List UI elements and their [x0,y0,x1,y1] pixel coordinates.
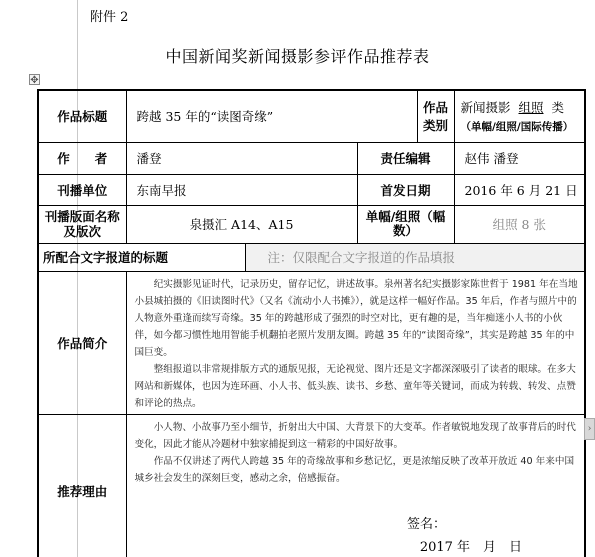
move-icon[interactable]: ✥ [30,75,39,86]
reason-cell[interactable] [126,414,585,557]
editor-value[interactable]: 赵伟 潘登 [454,142,585,174]
row-related-report [38,243,585,271]
page-name-value[interactable]: 泉摄汇 A14、A15 [126,205,357,243]
recommendation-form-table [37,89,586,557]
attachment-label: 附件 2 [90,10,129,25]
work-title-label: 作品标题 [38,90,126,142]
category-value: 组照 [518,100,544,116]
editor-label: 责任编辑 [357,142,454,174]
reason-label: 推荐理由 [38,414,126,557]
signature-label: 签名： [407,516,447,532]
single-group-value[interactable]: 组照 8 张 [454,205,585,243]
row-work-title [38,90,585,142]
row-publisher [38,174,585,205]
reason-paragraph-1: 小人物、小故事乃至小细节，折射出大中国、大背景下的大变革。作者敏锐地发现了故事背后的时代变化，因此才能从冷题材中独家捕捉到这一精彩的中国好故事。 [134,421,576,450]
publisher-label: 刊播单位 [38,174,126,205]
intro-label: 作品简介 [38,271,126,414]
first-date-label: 首发日期 [357,174,454,205]
intro-cell[interactable] [126,271,585,414]
row-page-name [38,205,585,243]
page-name-label: 刊播版面名称及版次 [38,205,126,243]
related-report-value[interactable]: 注：仅限配合文字报道的作品填报 [245,243,585,271]
row-reason [38,414,585,557]
intro-paragraph-2: 整组报道以非常规排版方式的通版见报，无论视觉、图片还是文字都深深吸引了读者的眼球。在多大网站和新媒体，也因为连环画、小人书、低头族、读书、乡愁、童年等关键词，而成为转载、转发、点赞和评论的热点。 [134,363,576,409]
reason-paragraph-2: 作品不仅讲述了两代人跨越 35 年的奇缘故事和乡愁记忆，更是浓缩反映了改革开放近 40 年来中国城乡社会发生的深刻巨变，感动之余，倍感振奋。 [134,455,575,484]
related-report-label: 所配合文字报道的标题 [38,243,245,271]
publisher-value[interactable]: 东南早报 [126,174,357,205]
work-title-value[interactable]: 跨越 35 年的“读图奇缘” [126,90,417,142]
page-title: 中国新闻奖新闻摄影参评作品推荐表 [165,47,430,66]
category-note: （单幅/组照/国际传播） [460,121,574,134]
category-prefix: 新闻摄影 [460,100,511,116]
row-author [38,142,585,174]
sign-date: 2017 年 月 日 [419,539,523,555]
row-intro [38,271,585,414]
intro-paragraph-1: 纪实摄影见证时代，记录历史，留存记忆，讲述故事。泉州著名纪实摄影家陈世哲于 1981 年在当地小县城拍摄的《旧读图时代》（又名《流动小人书摊》），就是这样一幅好作品。35 年后，作者与照片中的人物意外重逢而续写奇缘。35 年的跨越形成了强烈的时空对比，更有趣的是，当年痴迷小人书的小伙伴，如今都习惯性地用智能手机翻拍老照片发朋友圈。跨越 35 年的“读图奇缘”，其实是跨越 35 年的中国巨变。 [134,278,578,358]
work-category-cell[interactable] [454,90,585,142]
work-category-label: 作品类别 [417,90,454,142]
first-date-value[interactable]: 2016 年 6 月 21 日 [454,174,585,205]
scroll-handle-icon[interactable]: › [584,418,595,440]
author-value[interactable]: 潘登 [126,142,357,174]
category-suffix: 类 [551,100,564,116]
single-group-label: 单幅/组照（幅数） [357,205,454,243]
category-line [461,98,585,116]
author-label: 作 者 [38,142,126,174]
